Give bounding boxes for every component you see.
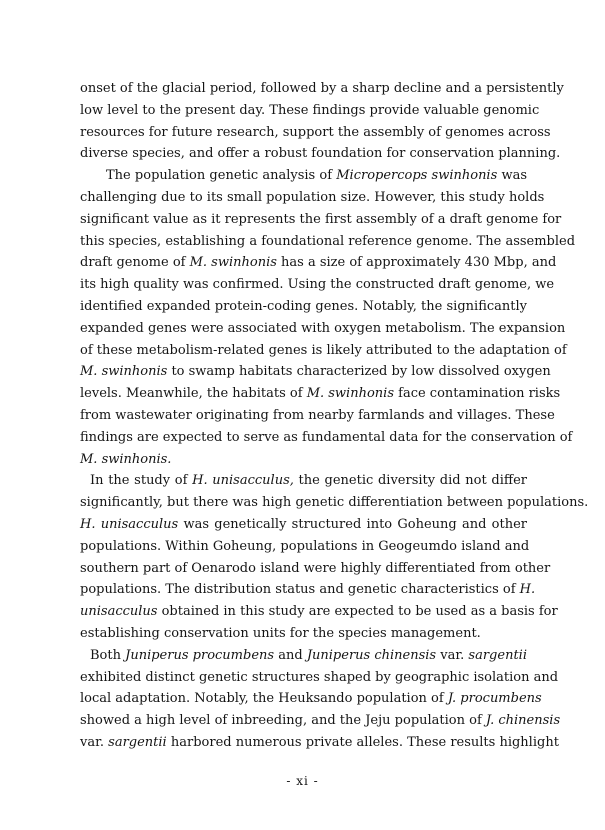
italic-text: unisacculus [80,604,158,620]
text-line [80,449,527,471]
text-line: findings are expected to serve as fundamental data for the conservation of [80,429,573,445]
text-line: unisacculus obtained in this study are expected to be used as a basis for [80,604,558,620]
paragraph-2 [80,165,576,470]
text-line: its high quality was confirmed. Using the constructed draft genome, we [80,277,555,293]
text-line: significantly, but there was high genetic differentiation between populations. [80,495,589,511]
text-line: expanded genes were associated with oxygen metabolism. The expansion [80,320,566,336]
body-text [80,78,589,754]
italic-text: J. chinensis [485,713,561,729]
italic-text: Micropercops swinhonis [336,168,498,184]
text-line: significant value as it represents the first assembly of a draft genome for [80,211,562,227]
text-line: challenging due to its small population size. However, this study holds [80,189,545,205]
text-line: populations. Within Goheung, populations in Geogeumdo island and [80,538,530,554]
text-line: H. unisacculus was genetically structured into Goheung and other [80,516,528,532]
text-line: draft genome of M. swinhonis has a size of approximately 430 Mbp, and [80,255,557,271]
italic-text: J. procumbens [447,691,542,707]
text-line: Both Juniperus procumbens and Juniperus chinensis var. sargentii [90,647,527,663]
text-line: local adaptation. Notably, the Heuksando population of J. procumbens [80,691,542,707]
text-line: diverse species, and offer a robust foundation for conservation planning. [80,146,561,162]
text-line: levels. Meanwhile, the habitats of M. swinhonis face contamination risks [80,386,561,402]
italic-text: M. swinhonis [80,364,168,380]
text-line: identified expanded protein-coding genes. Notably, the significantly [80,298,527,314]
paragraph-1 [80,78,564,165]
italic-text: H. unisacculus, [192,473,294,489]
text-line: southern part of Oenarodo island were highly differentiated from other [80,560,551,576]
italic-text: sargentii [468,647,527,663]
text-line: populations. The distribution status and genetic characteristics of H. [80,582,536,598]
text-line: M. swinhonis to swamp habitats characterized by low dissolved oxygen [80,364,551,380]
text-line: resources for future research, support the assembly of genomes across [80,124,551,140]
italic-text: Juniperus chinensis [306,647,437,663]
text-line: this species, establishing a foundational reference genome. The assembled [80,233,576,249]
paragraph-3 [80,470,589,644]
text-line: In the study of H. unisacculus, the genetic diversity did not differ [90,473,527,489]
text-line: low level to the present day. These findings provide valuable genomic [80,102,540,118]
text-line: from wastewater originating from nearby farmlands and villages. These [80,407,555,423]
text-line: of these metabolism-related genes is likely attributed to the adaptation of [80,342,567,358]
text-line: onset of the glacial period, followed by a sharp decline and a persistently [80,81,564,96]
text-line: The population genetic analysis of Micropercops swinhonis was [106,168,527,184]
paragraph-4 [80,645,561,754]
text-line: establishing conservation units for the species management. [80,625,481,641]
text-line: exhibited distinct genetic structures shaped by geographic isolation and [80,669,559,685]
italic-text: H. [519,582,536,598]
italic-text: Juniperus procumbens [125,647,275,663]
italic-text: sargentii [108,734,167,750]
italic-text: H. unisacculus [80,516,179,532]
page-number: - xi - [286,774,319,788]
text-line: var. sargentii harbored numerous private alleles. These results highlight [80,734,559,750]
italic-text: M. swinhonis [306,386,394,402]
text-line: showed a high level of inbreeding, and the Jeju population of J. chinensis [80,713,561,729]
italic-text: M. swinhonis. [80,451,172,467]
italic-text: M. swinhonis [189,255,277,271]
